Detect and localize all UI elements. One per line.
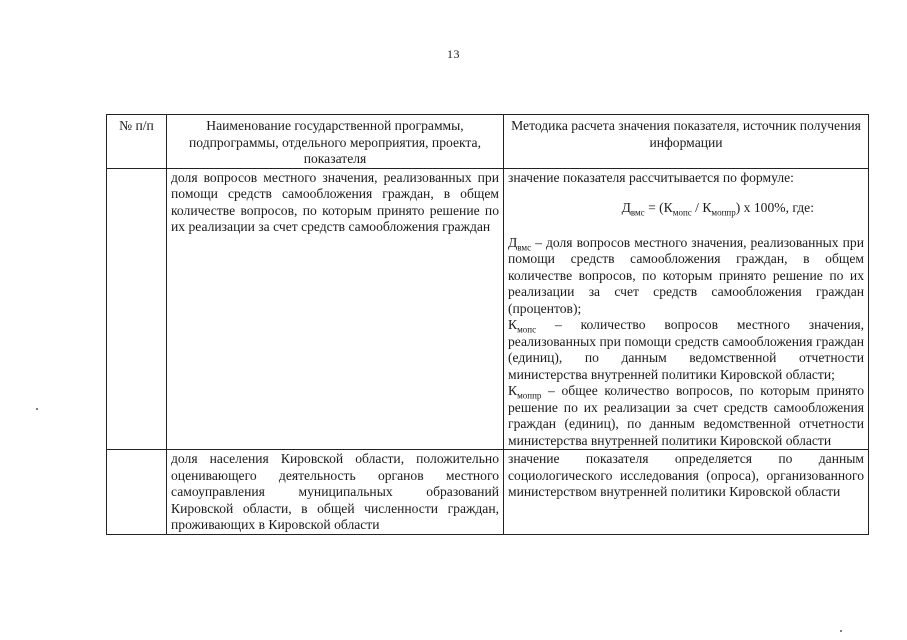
method-text: значение показателя определяется по данным социологического исследования (опроса), организованного министерством внутренней политики Кировской области [508,451,864,499]
scan-speck [36,408,38,410]
indicator-name: доля вопросов местного значения, реализованных при помощи средств самообложения граждан, в общем количестве вопросов, по которым принято решение по их реализации за счет средств самообложения граждан [171,169,499,234]
table-header-row [107,115,869,169]
definition-dvms: $Д_{вмс}$ – доля вопросов местного значения, реализованных при помощи средств самообложения граждан, в общем количестве вопросов, по которым принято решение по их реализации за счет средств самообложения граждан (процентов); [508,234,864,316]
table-row [107,450,869,535]
formula: $Д_{вмс} = (К_{мопс} / К_{моппр})$ x 100%, где: [621,200,814,218]
formula-intro: значение показателя рассчитывается по формуле: [508,169,794,185]
scan-speck [840,630,842,632]
cell-method [504,450,869,535]
header-method: Методика расчета значения показателя, источник получения информации [504,115,869,169]
definition-kmoppr: $К_{моппр}$ – общее количество вопросов, по которым принято решение по их реализации за счет средств самообложения граждан (единиц), по данным ведомственной отчетности министерства внутренней политики Кировской области [508,383,864,448]
cell-number [107,168,167,450]
cell-method [504,168,869,450]
cell-name [167,168,504,450]
definition-kmops: $К_{мопс}$ – количество вопросов местного значения, реализованных при помощи средств самообложения граждан (единиц), по данным ведомственной отчетности министерства внутренней политики Кировской области; [508,317,864,382]
cell-number [107,450,167,535]
indicator-name: доля населения Кировской области, положительно оценивающего деятельность органов местного самоуправления муниципальных образований Кировской области, в общей численности граждан, проживающих в Кировской области [171,451,499,532]
table-row [107,168,869,450]
cell-name [167,450,504,535]
header-name: Наименование государственной программы, подпрограммы, отдельного мероприятия, проекта, показателя [167,115,504,169]
page-number: 13 [447,47,460,61]
header-number: № п/п [107,115,167,169]
indicator-table [106,114,869,535]
